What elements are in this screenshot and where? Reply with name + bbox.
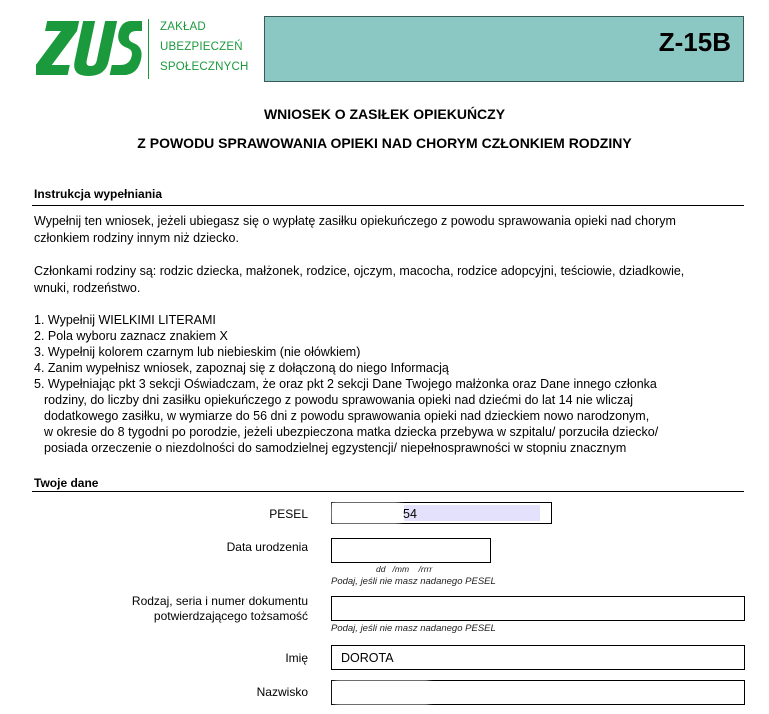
text-line: członkiem rodziny innym niż dziecko. <box>34 231 239 245</box>
instructions-paragraph-1 <box>34 213 754 247</box>
birth-date-input[interactable] <box>331 538 491 563</box>
org-name-line-2: UBEZPIECZEŃ <box>160 41 243 53</box>
first-name-label: Imię <box>285 651 308 665</box>
pesel-input[interactable] <box>331 502 552 524</box>
first-name-input[interactable] <box>331 645 745 670</box>
list-item-continuation: w okresie do 8 tygodni po porodzie, jeżeli ubezpieczona matka dziecka przebywa w szpitalu/ porzuciła dziecko/ <box>44 425 659 439</box>
org-name-line-3: SPOŁECZNYCH <box>160 61 249 73</box>
instructions-paragraph-2 <box>34 263 754 297</box>
list-item-continuation: posiada orzeczenie o niezdolności do samodzielnej egzystencji/ niepełnosprawności w stopniu znacznym <box>44 441 627 455</box>
document-label-line-1: Rodzaj, seria i numer dokumentu <box>131 594 308 608</box>
birth-date-format-hint: dd /mm /rrrr <box>376 564 433 574</box>
personal-data-heading: Twoje dane <box>34 476 99 490</box>
list-item: 4. Zanim wypełnisz wniosek, zapoznaj się z dołączoną do niego Informacją <box>34 361 449 375</box>
list-item-continuation: rodziny, do liczby dni zasiłku opiekuńczego z powodu sprawowania opieki nad dziećmi do lat 14 nie wliczaj <box>44 393 633 407</box>
text-line: Członkami rodziny są: rodzic dziecka, małżonek, rodzice, ojczym, macocha, rodzice adopcyjni, teściowie, dziadkowie, <box>34 264 685 278</box>
form-code-banner <box>264 16 744 82</box>
last-name-input[interactable] <box>331 680 745 705</box>
list-item: 3. Wypełnij kolorem czarnym lub niebieskim (nie ołówkiem) <box>34 345 361 359</box>
pesel-label: PESEL <box>269 507 308 521</box>
last-name-label: Nazwisko <box>256 685 308 699</box>
list-item: 1. Wypełnij WIELKIMI LITERAMI <box>34 313 216 327</box>
first-name-value: DOROTA <box>341 651 394 665</box>
instructions-heading: Instrukcja wypełniania <box>34 187 163 201</box>
instructions-divider <box>32 205 744 206</box>
pesel-value: 54 <box>403 507 417 521</box>
list-item: 5. Wypełniając pkt 3 sekcji Oświadczam, że oraz pkt 2 sekcji Dane Twojego małżonka oraz Dane innego członka <box>34 377 657 391</box>
form-code: Z-15B <box>658 27 731 57</box>
redacted-area <box>335 506 397 520</box>
document-input[interactable] <box>331 596 745 621</box>
text-line: Wypełnij ten wniosek, jeżeli ubiegasz się o wypłatę zasiłku opiekuńczego z powodu sprawowania opieki nad chorym <box>34 214 676 228</box>
document-label-line-2: potwierdzającego tożsamość <box>153 609 308 623</box>
document-hint: Podaj, jeśli nie masz nadanego PESEL <box>331 623 496 634</box>
logo-separator <box>148 19 149 79</box>
birth-date-label: Data urodzenia <box>226 540 308 554</box>
personal-data-divider <box>32 491 744 492</box>
redacted-area <box>338 684 426 701</box>
form-title-line-1: WNIOSEK O ZASIŁEK OPIEKUŃCZY <box>263 106 506 122</box>
org-name-line-1: ZAKŁAD <box>160 21 206 33</box>
zus-logo <box>30 13 254 83</box>
form-title-line-2: Z POWODU SPRAWOWANIA OPIEKI NAD CHORYM CZŁONKIEM RODZINY <box>137 135 632 151</box>
instructions-list <box>34 312 754 456</box>
list-item: 2. Pola wyboru zaznacz znakiem X <box>34 329 228 343</box>
birth-date-hint: Podaj, jeśli nie masz nadanego PESEL <box>331 576 496 587</box>
list-item-continuation: dodatkowego zasiłku, w wymiarze do 56 dni z powodu sprawowania opieki nad dzieckiem nowo narodzonym, <box>44 409 650 423</box>
text-line: wnuki, rodzeństwo. <box>34 281 141 295</box>
zus-logo-mark <box>36 17 142 79</box>
pesel-input-fill <box>404 505 540 521</box>
document-label <box>18 594 308 624</box>
